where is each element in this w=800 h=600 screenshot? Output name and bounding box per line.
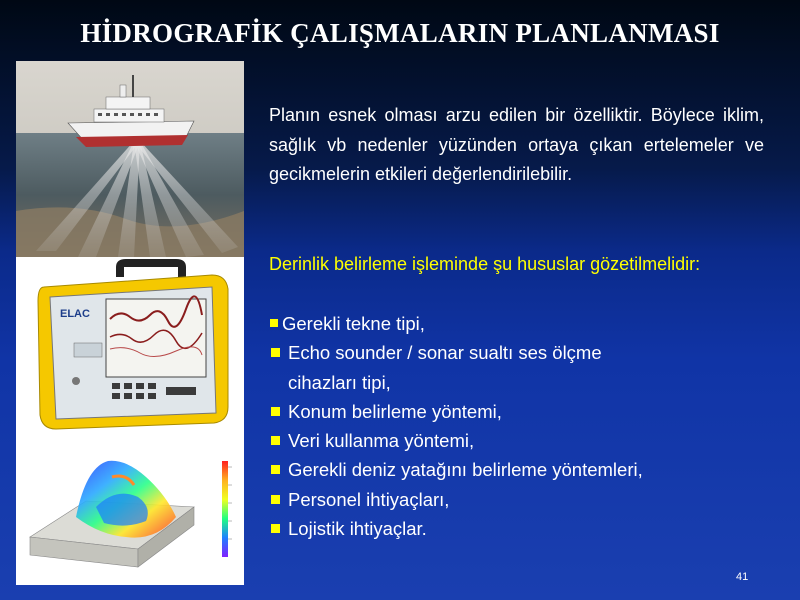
bullet-square-icon [271,465,280,474]
paragraph-text: Planın esnek olması arzu edilen bir özelliktir. Böylece iklim, sağlık vb nedenler yüzünden ortaya çıkan ertelemeler ve gecikmelerin etkileri değerlendirilebilir. [269,105,764,184]
bullet-item: Veri kullanma yöntemi, [269,426,769,455]
bullet-list [269,309,769,543]
bullet-item: Gerekli tekne tipi, [269,309,769,338]
bullet-item: Lojistik ihtiyaçlar. [269,514,769,543]
bullet-square-icon [270,319,278,327]
slide-title: HİDROGRAFİK ÇALIŞMALARIN PLANLANMASI [80,18,720,48]
bullet-square-icon [271,407,280,416]
seabed-3d-map-image [16,437,244,585]
echo-sounder-image [16,257,244,437]
bullet-item: Konum belirleme yöntemi, [269,397,769,426]
bullet-square-icon [271,524,280,533]
bullet-square-icon [271,348,280,357]
bullet-square-icon [271,495,280,504]
ship-sonar-image [16,61,244,257]
intro-text: Derinlik belirleme işleminde şu hususlar gözetilmelidir: [269,254,701,274]
bullet-item: Personel ihtiyaçları, [269,485,769,514]
bullet-item: Gerekli deniz yatağını belirleme yöntemleri, [269,455,769,484]
device-brand-label: ELAC [60,308,90,320]
bullet-item: Echo sounder / sonar sualtı ses ölçme cihazları tipi, [269,338,769,397]
page-number: 41 [736,571,749,583]
bullet-square-icon [271,436,280,445]
